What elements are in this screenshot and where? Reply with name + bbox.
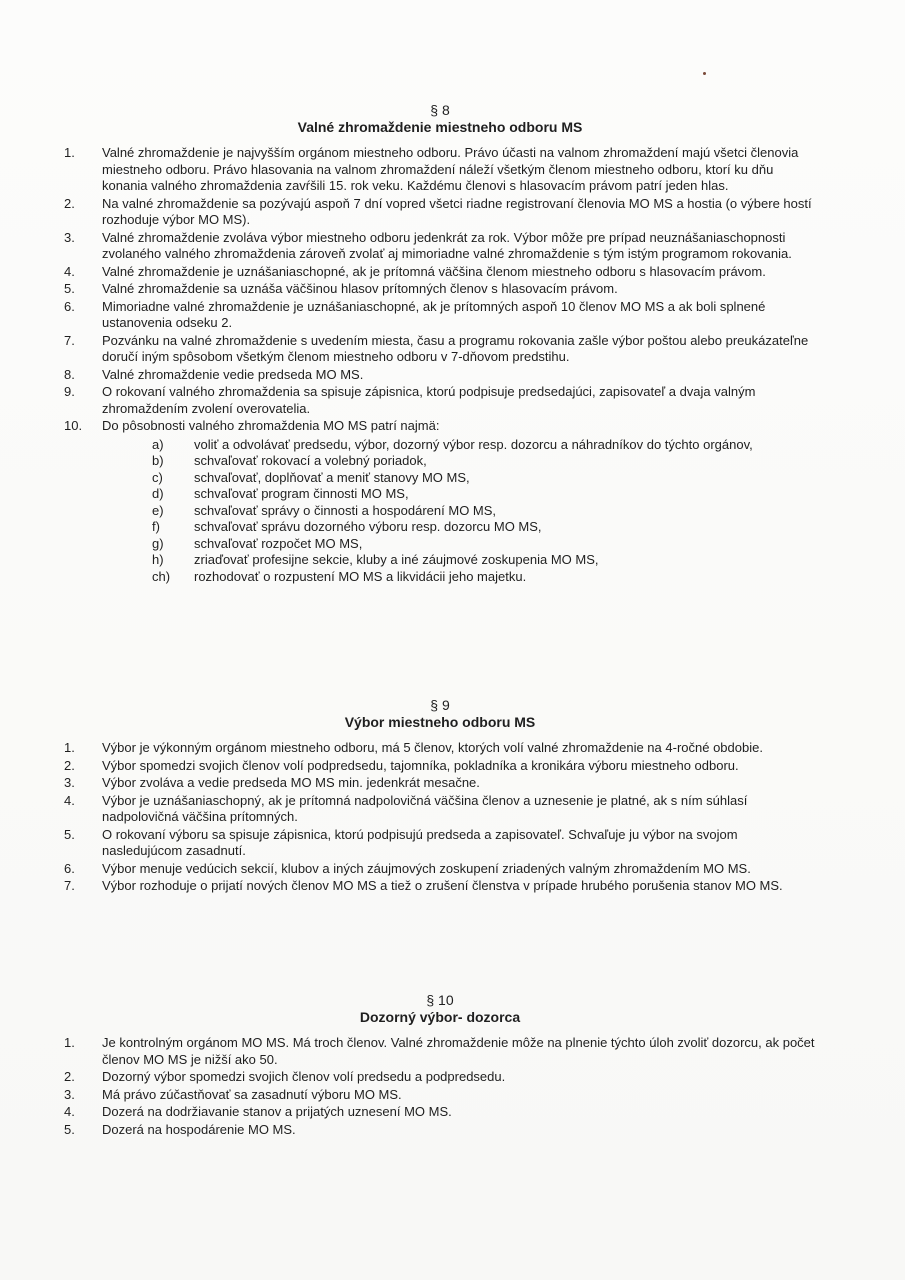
- clause-text: Valné zhromaždenie je najvyšším orgánom miestneho odboru. Právo účasti na valnom zhromaždení majú všetci členovia miestneho odboru. Právo hlasovania na valnom zhromaždení náleží všetkým členom miestneho odboru, ktorí ku dňu konania valného zhromaždenia zavŕšili 15. rok veku. Každému členovi s hlasovacím právom patrí jeden hlas.: [102, 145, 799, 193]
- clause-item: [60, 861, 820, 878]
- clause-item: [60, 758, 820, 775]
- power-text: schvaľovať program činnosti MO MS,: [194, 486, 409, 501]
- clause-number: 2.: [64, 195, 75, 211]
- clause-item: [60, 418, 820, 585]
- clause-text: Valné zhromaždenie vedie predseda MO MS.: [102, 366, 364, 382]
- clause-number: 1.: [64, 740, 75, 755]
- clause-number: 9.: [64, 384, 75, 399]
- power-item: [102, 470, 820, 487]
- section-10: [60, 992, 820, 1139]
- clause-text: O rokovaní valného zhromaždenia sa spisuje zápisnica, ktorú podpisuje predsedajúci, zapisovateľ a dvaja valným zhromaždením zvolení overovatelia.: [102, 384, 756, 416]
- section-number: § 8: [430, 102, 450, 118]
- clause-text: Je kontrolným orgánom MO MS. Má troch členov. Valné zhromaždenie môže na plnenie týchto úloh zvoliť dozorcu, ak počet členov MO MS je nižší ako 50.: [102, 1035, 815, 1067]
- power-item: [102, 519, 820, 536]
- clause-item: [60, 230, 820, 263]
- power-letter: b): [152, 453, 164, 468]
- clause-item: [60, 1035, 820, 1068]
- powers-list: [102, 437, 820, 586]
- clause-item: [60, 827, 820, 860]
- clause-text: Na valné zhromaždenie sa pozývajú aspoň 7 dní vopred všetci riadne registrovaní členovia MO MS a hostia (o výbere hostí rozhoduje výbor MO MS).: [102, 195, 812, 227]
- clause-number: 4.: [64, 263, 75, 279]
- clause-text: Do pôsobnosti valného zhromaždenia MO MS patrí najmä:: [102, 418, 440, 433]
- power-letter: d): [152, 486, 164, 501]
- clause-number: 6.: [64, 860, 75, 876]
- power-text: schvaľovať správy o činnosti a hospodárení MO MS,: [194, 502, 497, 518]
- power-item: [102, 453, 820, 470]
- power-text: schvaľovať rozpočet MO MS,: [194, 535, 363, 551]
- clause-text: Dozerá na hospodárenie MO MS.: [102, 1121, 296, 1137]
- power-text: schvaľovať rokovací a volebný poriadok,: [194, 453, 427, 468]
- section-title: Valné zhromaždenie miestneho odboru MS: [297, 119, 583, 135]
- power-item: [102, 437, 820, 454]
- clause-list: [60, 1035, 820, 1138]
- power-letter: g): [152, 535, 164, 551]
- clause-item: [60, 196, 820, 229]
- section-title: Dozorný výbor- dozorca: [359, 1009, 521, 1025]
- clause-item: [60, 1122, 820, 1139]
- clause-text: Valné zhromaždenie sa uznáša väčšinou hlasov prítomných členov s hlasovacím právom.: [102, 281, 618, 296]
- clause-number: 3.: [64, 775, 75, 790]
- clause-item: [60, 1069, 820, 1086]
- section-number: § 9: [430, 697, 450, 713]
- clause-item: [60, 1087, 820, 1104]
- clause-list: [60, 145, 820, 585]
- clause-text: Valné zhromaždenie zvoláva výbor miestneho odboru jedenkrát za rok. Výbor môže pre prípad neuznášaniaschopnosti zvolaného valného zhromaždenia zároveň zvolať aj mimoriadne valné zhromaždenie s tým istým programom rokovania.: [102, 229, 792, 261]
- power-letter: e): [152, 502, 164, 518]
- clause-item: [60, 384, 820, 417]
- power-item: [102, 486, 820, 503]
- clause-text: Dozerá na dodržiavanie stanov a prijatých uznesení MO MS.: [102, 1104, 452, 1119]
- clause-item: [60, 281, 820, 298]
- clause-item: [60, 264, 820, 281]
- section-8: [60, 102, 820, 586]
- clause-number: 3.: [64, 229, 75, 245]
- power-item: [102, 503, 820, 520]
- clause-text: Valné zhromaždenie je uznášaniaschopné, ak je prítomná väčšina členom miestneho odboru s hlasovacím právom.: [102, 263, 766, 279]
- clause-item: [60, 367, 820, 384]
- clause-text: O rokovaní výboru sa spisuje zápisnica, ktorú podpisujú predseda a zapisovateľ. Schvaľuje ju výbor na svojom nasledujúcom zasadnutí.: [102, 826, 738, 858]
- clause-item: [60, 299, 820, 332]
- power-letter: a): [152, 436, 164, 452]
- power-letter: f): [152, 519, 160, 534]
- power-text: schvaľovať správu dozorného výboru resp. dozorcu MO MS,: [194, 519, 542, 534]
- power-letter: c): [152, 469, 163, 485]
- clause-number: 6.: [64, 298, 75, 314]
- clause-text: Výbor je uznášaniaschopný, ak je prítomná nadpolovičná väčšina členov a uznesenie je platné, ak s ním súhlasí nadpolovičná väčšina prítomných.: [102, 792, 748, 824]
- clause-text: Dozorný výbor spomedzi svojich členov volí predsedu a podpredsedu.: [102, 1069, 506, 1084]
- clause-number: 2.: [64, 1069, 75, 1084]
- clause-number: 5.: [64, 281, 75, 296]
- power-text: schvaľovať, doplňovať a meniť stanovy MO MS,: [194, 469, 470, 485]
- clause-number: 3.: [64, 1086, 75, 1102]
- clause-item: [60, 775, 820, 792]
- clause-text: Má právo zúčastňovať sa zasadnutí výboru MO MS.: [102, 1086, 402, 1102]
- clause-text: Výbor menuje vedúcich sekcií, klubov a iných záujmových zoskupení zriadených valným zhromaždením MO MS.: [102, 860, 751, 876]
- power-text: zriaďovať profesijne sekcie, kluby a iné záujmové zoskupenia MO MS,: [194, 552, 599, 567]
- power-text: voliť a odvolávať predsedu, výbor, dozorný výbor resp. dozorcu a náhradníkov do týchto orgánov,: [194, 436, 753, 452]
- power-letter: ch): [152, 568, 171, 584]
- power-letter: h): [152, 552, 164, 567]
- clause-number: 2.: [64, 757, 75, 773]
- clause-number: 4.: [64, 1104, 75, 1119]
- power-item: [102, 552, 820, 569]
- clause-number: 5.: [64, 826, 75, 842]
- clause-item: [60, 333, 820, 366]
- clause-item: [60, 740, 820, 757]
- section-title: Výbor miestneho odboru MS: [344, 714, 536, 730]
- clause-item: [60, 145, 820, 195]
- power-item: [102, 536, 820, 553]
- clause-number: 7.: [64, 878, 75, 893]
- power-item: [102, 569, 820, 586]
- clause-text: Výbor je výkonným orgánom miestneho odboru, má 5 členov, ktorých volí valné zhromaždenie na 4-ročné obdobie.: [102, 740, 763, 755]
- section-9: [60, 697, 820, 896]
- clause-text: Mimoriadne valné zhromaždenie je uznášaniaschopné, ak je prítomných aspoň 10 členov MO MS a ak boli splnené ustanovenia odseku 2.: [102, 298, 766, 330]
- clause-text: Pozvánku na valné zhromaždenie s uvedením miesta, času a programu rokovania zašle výbor poštou alebo preukázateľne doručí iným spôsobom všetkým členom miestneho odboru v 7-dňovom predstihu.: [102, 332, 809, 364]
- clause-item: [60, 1104, 820, 1121]
- scan-speck: [703, 72, 706, 75]
- clause-item: [60, 793, 820, 826]
- clause-text: Výbor zvoláva a vedie predseda MO MS min. jedenkrát mesačne.: [102, 775, 480, 790]
- clause-text: Výbor spomedzi svojich členov volí podpredsedu, tajomníka, pokladníka a kronikára výboru miestneho odboru.: [102, 757, 739, 773]
- section-number: § 10: [426, 992, 454, 1008]
- clause-number: 4.: [64, 792, 75, 808]
- power-text: rozhodovať o rozpustení MO MS a likvidácii jeho majetku.: [194, 568, 527, 584]
- clause-number: 1.: [64, 145, 75, 160]
- clause-number: 10.: [64, 418, 83, 433]
- clause-number: 8.: [64, 366, 75, 382]
- clause-item: [60, 878, 820, 895]
- clause-number: 5.: [64, 1121, 75, 1137]
- clause-number: 1.: [64, 1035, 75, 1050]
- clause-number: 7.: [64, 332, 75, 348]
- clause-list: [60, 740, 820, 895]
- clause-text: Výbor rozhoduje o prijatí nových členov MO MS a tiež o zrušení členstva v prípade hrubého porušenia stanov MO MS.: [102, 878, 783, 893]
